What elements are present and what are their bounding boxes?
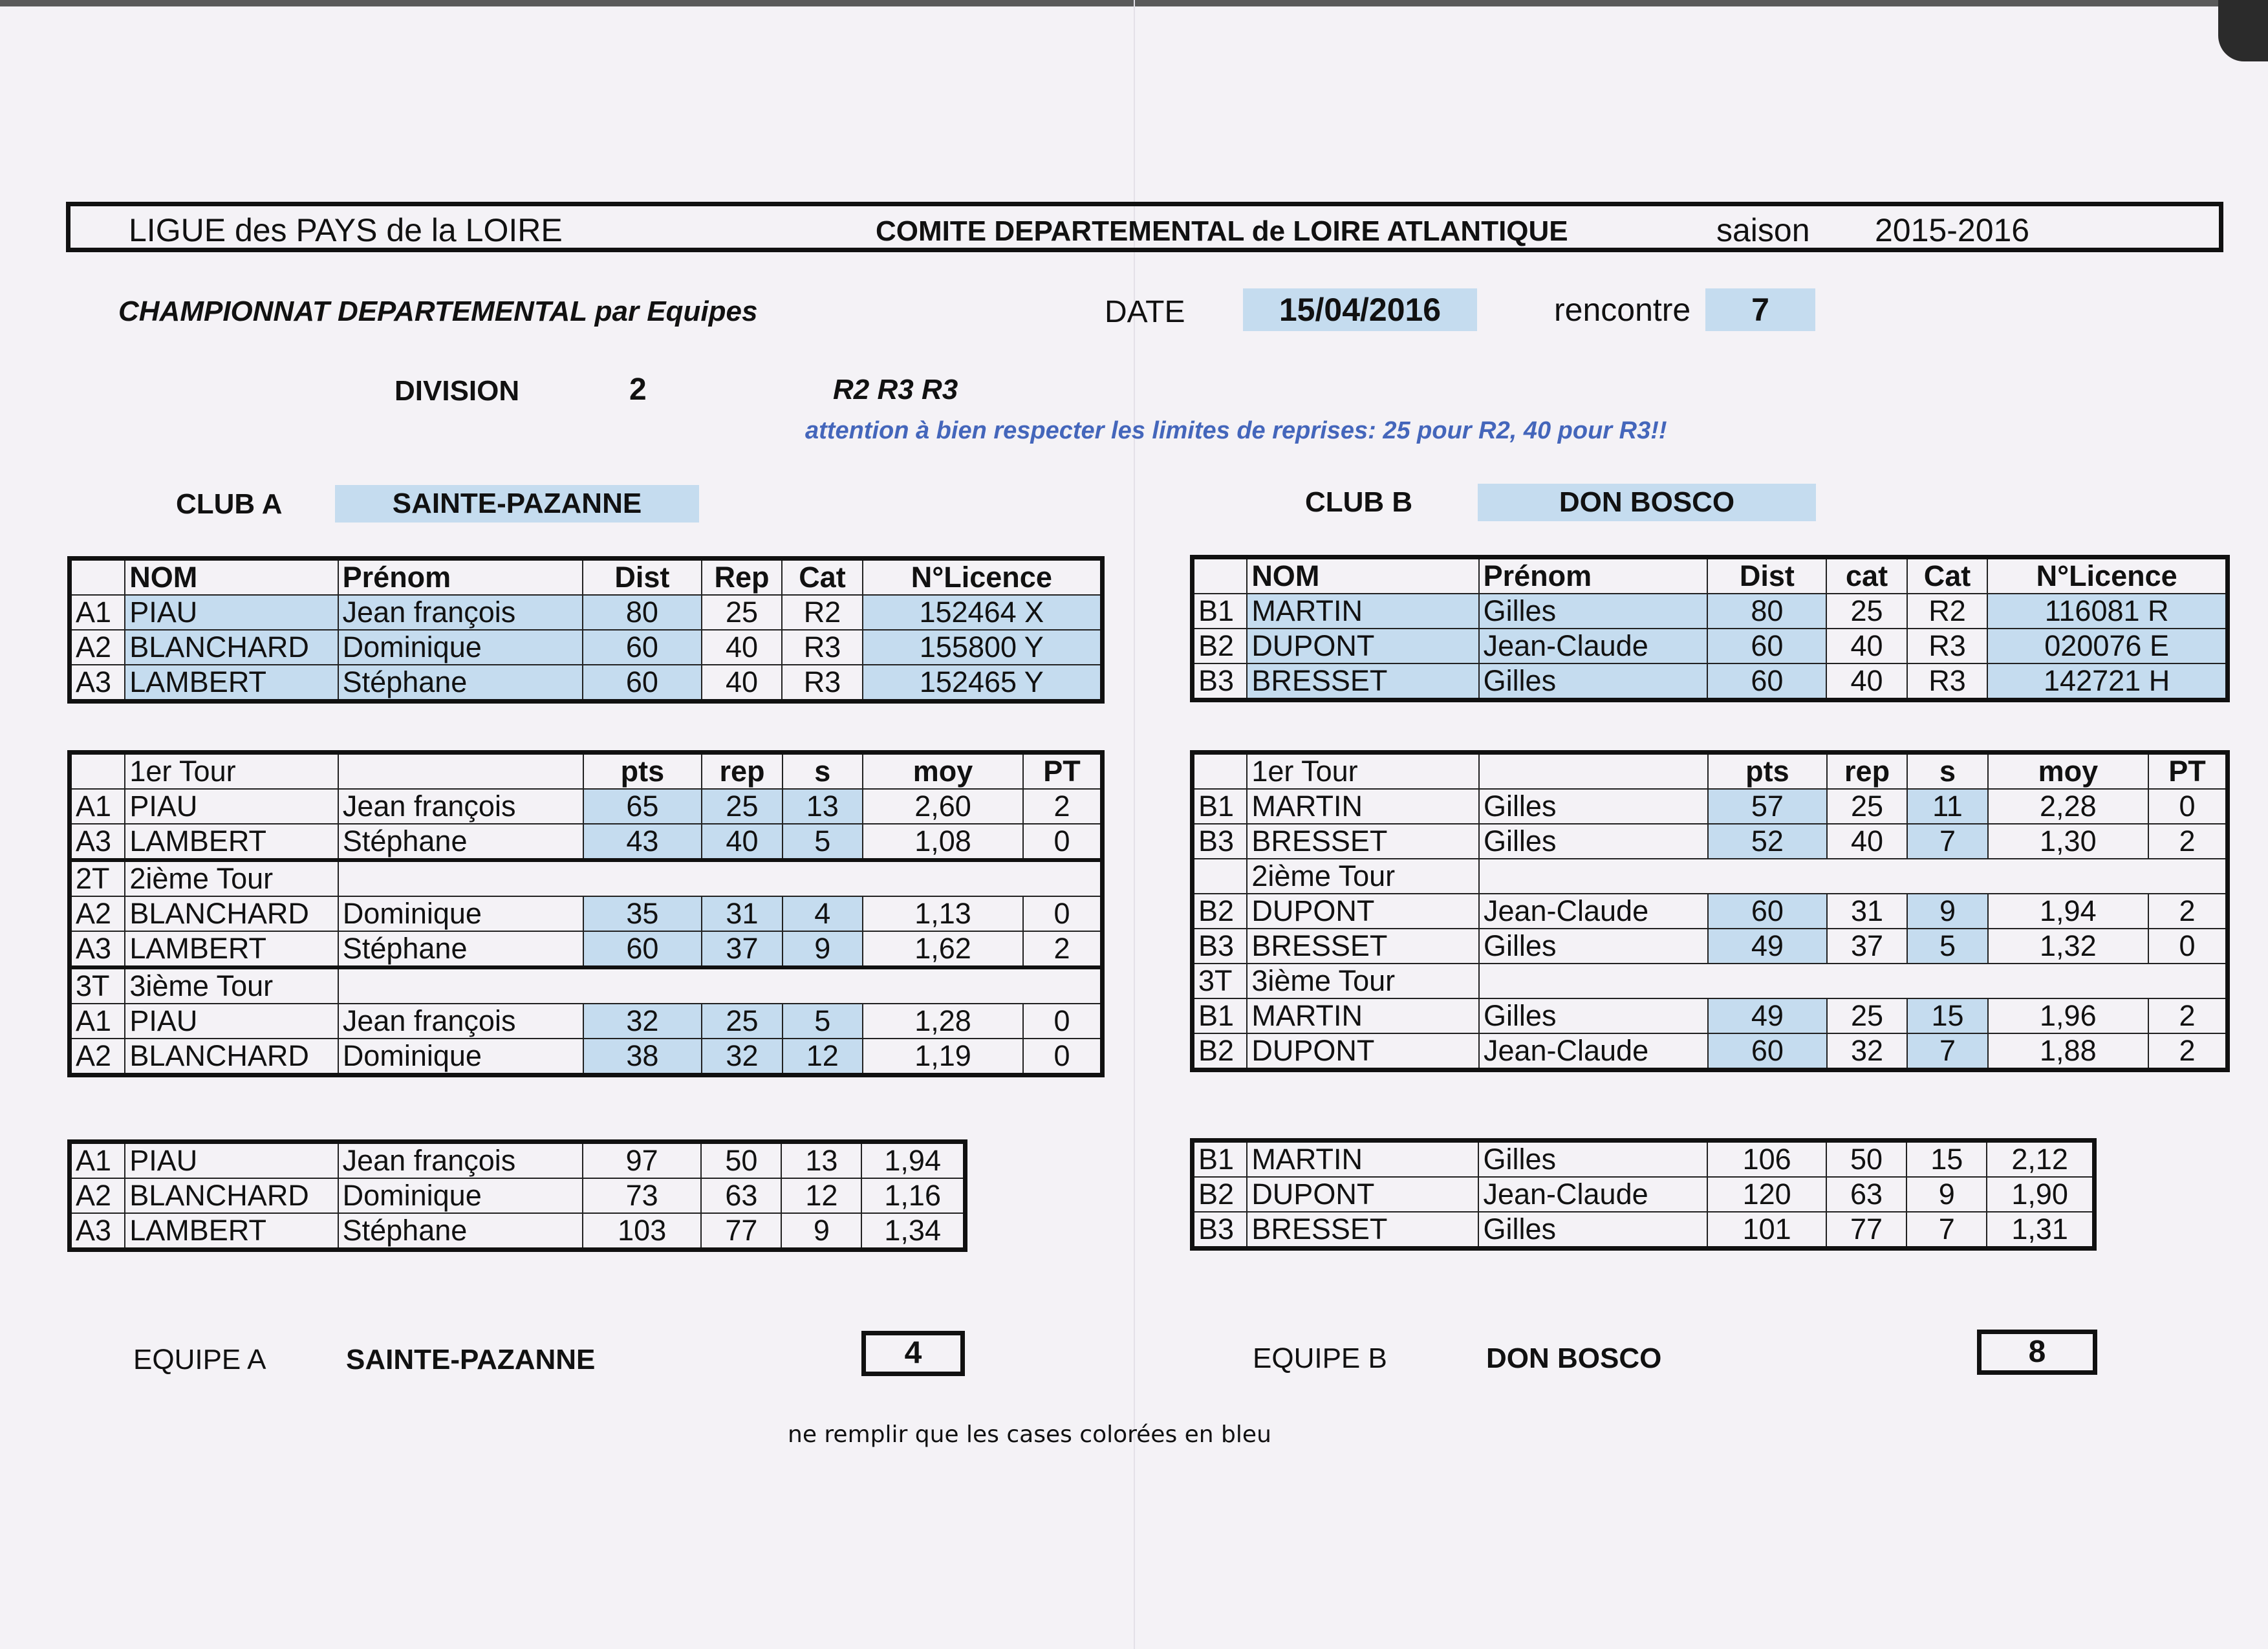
table-row	[70, 789, 1103, 824]
pt-cell: 0	[2148, 789, 2227, 824]
dist-cell[interactable]: 80	[583, 595, 702, 630]
player-name: LAMBERT	[125, 824, 338, 860]
player-firstname[interactable]: Dominique	[338, 630, 583, 665]
header-cell: rep	[1827, 753, 1908, 790]
player-code: A3	[70, 824, 125, 860]
rep-total: 63	[1826, 1177, 1906, 1212]
rep-cell[interactable]: 37	[702, 931, 782, 967]
table-row	[70, 595, 1103, 630]
player-code: B2	[1193, 1177, 1247, 1212]
rep-cell: 25	[702, 595, 783, 630]
equipe-b-score: 8	[1977, 1330, 2097, 1375]
player-code: A1	[70, 1142, 125, 1179]
s-cell[interactable]: 9	[1907, 894, 1987, 929]
player-code: B1	[1193, 1141, 1247, 1178]
player-code: A3	[70, 931, 125, 967]
s-cell[interactable]: 12	[783, 1039, 863, 1075]
roster-a-header	[70, 559, 1103, 596]
saison-label: saison	[1716, 212, 1810, 248]
header-cell: N°Licence	[863, 559, 1103, 596]
championship-title: CHAMPIONNAT DEPARTEMENTAL par Equipes	[118, 296, 758, 327]
moy-cell: 1,13	[863, 896, 1023, 931]
equipe-a-label: EQUIPE A	[133, 1344, 266, 1375]
pts-cell[interactable]: 38	[583, 1039, 702, 1075]
table-row	[1193, 789, 2228, 824]
header-cell	[1193, 557, 1247, 594]
player-firstname: Gilles	[1479, 824, 1708, 859]
cat-cell: R3	[1907, 629, 1988, 663]
rep-cell: 40	[1827, 824, 1908, 859]
tour-code	[1193, 859, 1247, 894]
player-code: A1	[70, 789, 125, 824]
moy-cell: 2,28	[1988, 789, 2148, 824]
saison-value: 2015-2016	[1875, 212, 2030, 248]
table-row	[70, 1004, 1103, 1039]
licence-cell[interactable]: 142721 H	[1987, 663, 2227, 700]
dist-cell[interactable]: 60	[1707, 629, 1826, 663]
player-firstname: Stéphane	[338, 1213, 583, 1250]
moy-cell: 1,88	[1988, 1033, 2148, 1070]
table-row	[1193, 998, 2228, 1033]
comite-name: COMITE DEPARTEMENTAL de LOIRE ATLANTIQUE	[876, 215, 1568, 247]
pt-cell: 0	[1023, 896, 1102, 931]
header-cell: moy	[863, 753, 1023, 790]
table-row	[1193, 1033, 2228, 1070]
player-code: B3	[1193, 824, 1247, 859]
player-firstname[interactable]: Gilles	[1479, 594, 1708, 629]
player-name: BLANCHARD	[125, 1039, 338, 1075]
equipe-b-name: DON BOSCO	[1486, 1342, 1662, 1374]
tours-a-header	[70, 753, 1103, 790]
dist-cell[interactable]: 60	[1707, 663, 1826, 700]
header-cell: Dist	[583, 559, 702, 596]
s-cell[interactable]: 13	[783, 789, 863, 824]
dist-cell[interactable]: 60	[583, 630, 702, 665]
header-cell	[70, 753, 125, 790]
pt-cell: 2	[2148, 824, 2227, 859]
pt-cell: 2	[2148, 1033, 2227, 1070]
licence-cell[interactable]: 020076 E	[1987, 629, 2227, 663]
s-cell[interactable]: 7	[1907, 1033, 1987, 1070]
player-firstname: Dominique	[338, 896, 583, 931]
table-row	[70, 931, 1103, 967]
player-name: PIAU	[125, 789, 338, 824]
division-label: DIVISION	[394, 375, 520, 407]
player-code: A2	[70, 1039, 125, 1075]
tour-2-label: 2ième Tour	[1247, 859, 1479, 894]
player-code: A1	[70, 595, 125, 630]
player-code: B3	[1193, 929, 1247, 964]
header-cell: Prénom	[1479, 557, 1708, 594]
player-firstname: Jean-Claude	[1479, 894, 1708, 929]
table-row	[1193, 594, 2228, 629]
empty-cell	[338, 967, 1103, 1004]
header-cell: s	[1907, 753, 1987, 790]
cat-cell: R2	[782, 595, 862, 630]
player-name: MARTIN	[1247, 789, 1479, 824]
date-label: DATE	[1105, 295, 1185, 329]
player-firstname[interactable]: Gilles	[1479, 663, 1708, 700]
moy-total: 1,34	[861, 1213, 965, 1250]
moy-total: 1,31	[1987, 1212, 2094, 1249]
player-name: LAMBERT	[125, 931, 338, 967]
tour-2-label: 2ième Tour	[125, 860, 338, 896]
pt-cell: 2	[2148, 894, 2227, 929]
licence-cell[interactable]: 116081 R	[1987, 594, 2227, 629]
player-code: B1	[1193, 789, 1247, 824]
player-name: DUPONT	[1247, 1033, 1479, 1070]
moy-cell: 1,28	[863, 1004, 1023, 1039]
player-name[interactable]: PIAU	[125, 595, 338, 630]
player-name: BLANCHARD	[125, 1178, 338, 1213]
player-firstname[interactable]: Jean-Claude	[1479, 629, 1708, 663]
moy-cell: 1,96	[1988, 998, 2148, 1033]
player-firstname[interactable]: Jean françois	[338, 595, 583, 630]
player-firstname: Jean françois	[338, 789, 583, 824]
ligue-name: LIGUE des PAYS de la LOIRE	[129, 212, 563, 248]
club-b-name[interactable]: DON BOSCO	[1478, 484, 1816, 521]
moy-total: 2,12	[1987, 1141, 2094, 1178]
tours-table-b	[1190, 750, 2230, 1072]
header-cell	[70, 559, 125, 596]
header-cell: Cat	[782, 559, 862, 596]
header-cell: Rep	[702, 559, 783, 596]
s-best: 15	[1906, 1141, 1987, 1178]
equipe-a-name: SAINTE-PAZANNE	[346, 1344, 596, 1375]
empty-cell	[1479, 964, 2228, 998]
moy-cell: 1,30	[1988, 824, 2148, 859]
s-best: 9	[781, 1213, 861, 1250]
licence-cell[interactable]: 152464 X	[863, 595, 1103, 630]
equipe-b-label: EQUIPE B	[1253, 1342, 1387, 1374]
player-name[interactable]: LAMBERT	[125, 665, 338, 702]
player-firstname: Stéphane	[338, 931, 583, 967]
player-code: A2	[70, 630, 125, 665]
player-code: B2	[1193, 894, 1247, 929]
player-name: BRESSET	[1247, 1212, 1478, 1249]
pts-cell[interactable]: 60	[583, 931, 702, 967]
player-name: MARTIN	[1247, 1141, 1478, 1178]
tour-code: 3T	[1193, 964, 1247, 998]
tour-code: 3T	[70, 967, 125, 1004]
header-cell: Dist	[1707, 557, 1826, 594]
totals-table-a	[67, 1139, 967, 1252]
s-cell[interactable]: 9	[783, 931, 863, 967]
tour-3-label: 3ième Tour	[125, 967, 338, 1004]
tours-b-header	[1193, 753, 2228, 790]
rep-cell: 40	[702, 630, 783, 665]
table-row	[1193, 1177, 2095, 1212]
player-code: B2	[1193, 629, 1247, 663]
header-cell: NOM	[1247, 557, 1478, 594]
moy-cell: 1,62	[863, 931, 1023, 967]
footer-note: ne remplir que les cases colorées en bleu	[788, 1421, 1271, 1448]
rep-total: 77	[701, 1213, 781, 1250]
table-row	[1193, 1212, 2095, 1249]
table-row	[1193, 894, 2228, 929]
moy-cell: 1,08	[863, 824, 1023, 860]
s-best: 7	[1906, 1212, 1987, 1249]
header-cell: cat	[1826, 557, 1906, 594]
s-cell[interactable]: 5	[783, 824, 863, 860]
moy-total: 1,94	[861, 1142, 965, 1179]
table-row	[1193, 663, 2228, 700]
pts-total: 101	[1707, 1212, 1826, 1249]
player-code: A1	[70, 1004, 125, 1039]
player-firstname: Jean françois	[338, 1142, 583, 1179]
header-cell	[1479, 753, 1708, 790]
s-cell[interactable]: 5	[783, 1004, 863, 1039]
player-firstname: Dominique	[338, 1178, 583, 1213]
rep-cell: 37	[1827, 929, 1908, 964]
header-cell: s	[783, 753, 863, 790]
pts-cell[interactable]: 60	[1708, 894, 1827, 929]
pts-cell[interactable]: 49	[1708, 998, 1827, 1033]
rep-cell: 25	[1826, 594, 1906, 629]
rep-cell: 25	[1827, 789, 1908, 824]
pt-cell: 0	[2148, 929, 2227, 964]
header-cell: PT	[2148, 753, 2227, 790]
player-code: B3	[1193, 1212, 1247, 1249]
licence-cell[interactable]: 152465 Y	[863, 665, 1103, 702]
player-firstname: Gilles	[1479, 789, 1708, 824]
s-cell[interactable]: 5	[1907, 929, 1987, 964]
rep-cell[interactable]: 25	[702, 789, 782, 824]
empty-cell	[338, 860, 1103, 896]
pts-cell[interactable]: 49	[1708, 929, 1827, 964]
tours-table-a	[67, 750, 1105, 1077]
header-cell: Cat	[1907, 557, 1988, 594]
cat-cell: R3	[1907, 663, 1988, 700]
player-code: A2	[70, 896, 125, 931]
table-row	[70, 824, 1103, 860]
table-row	[70, 1039, 1103, 1075]
player-name: LAMBERT	[125, 1213, 338, 1250]
header-cell: moy	[1988, 753, 2148, 790]
table-row	[70, 1213, 966, 1250]
club-b-label: CLUB B	[1305, 486, 1413, 518]
player-firstname: Jean françois	[338, 1004, 583, 1039]
player-name: BRESSET	[1247, 824, 1479, 859]
player-code: A3	[70, 665, 125, 702]
s-best: 12	[781, 1178, 861, 1213]
s-cell[interactable]: 7	[1907, 824, 1987, 859]
header-cell: NOM	[125, 559, 338, 596]
rep-total: 50	[1826, 1141, 1906, 1178]
pts-total: 103	[583, 1213, 701, 1250]
player-name: MARTIN	[1247, 998, 1479, 1033]
rep-total: 77	[1826, 1212, 1906, 1249]
s-best: 9	[1906, 1177, 1987, 1212]
pts-cell[interactable]: 65	[583, 789, 702, 824]
header-cell: PT	[1023, 753, 1102, 790]
player-name: BLANCHARD	[125, 896, 338, 931]
player-firstname: Stéphane	[338, 824, 583, 860]
equipe-a-score: 4	[861, 1331, 965, 1376]
rep-cell[interactable]: 25	[702, 1004, 782, 1039]
cat-cell: R3	[782, 630, 862, 665]
moy-cell: 2,60	[863, 789, 1023, 824]
player-code: B1	[1193, 594, 1247, 629]
pt-cell: 2	[1023, 931, 1102, 967]
tour-code: 2T	[70, 860, 125, 896]
table-row	[1193, 824, 2228, 859]
header-cell	[1193, 753, 1247, 790]
header-cell: N°Licence	[1987, 557, 2227, 594]
tour-1-label: 1er Tour	[1247, 753, 1479, 790]
player-name[interactable]: BLANCHARD	[125, 630, 338, 665]
player-firstname: Gilles	[1479, 929, 1708, 964]
player-name: PIAU	[125, 1142, 338, 1179]
moy-total: 1,90	[1987, 1177, 2094, 1212]
player-firstname[interactable]: Stéphane	[338, 665, 583, 702]
empty-cell	[1479, 859, 2228, 894]
pts-cell[interactable]: 43	[583, 824, 702, 860]
moy-cell: 1,94	[1988, 894, 2148, 929]
rep-cell: 31	[1827, 894, 1908, 929]
player-code: A3	[70, 1213, 125, 1250]
header-cell: Prénom	[338, 559, 583, 596]
category-list: R2 R3 R3	[833, 374, 958, 405]
tour-1-label: 1er Tour	[125, 753, 338, 790]
player-name: DUPONT	[1247, 1177, 1478, 1212]
pt-cell: 0	[1023, 1004, 1102, 1039]
licence-cell[interactable]: 155800 Y	[863, 630, 1103, 665]
table-row	[70, 665, 1103, 702]
rencontre-field[interactable]: 7	[1705, 288, 1815, 331]
table-row	[1193, 629, 2228, 663]
moy-cell: 1,32	[1988, 929, 2148, 964]
player-firstname: Dominique	[338, 1039, 583, 1075]
rep-cell: 40	[1826, 629, 1906, 663]
reprise-warning: attention à bien respecter les limites de reprises: 25 pour R2, 40 pour R3!!	[805, 417, 1667, 444]
tour-divider-row	[70, 967, 1103, 1004]
rep-cell: 40	[702, 665, 783, 702]
roster-table-b	[1190, 555, 2230, 702]
pts-cell[interactable]: 52	[1708, 824, 1827, 859]
roster-table-a	[67, 556, 1105, 704]
cat-cell: R3	[782, 665, 862, 702]
player-firstname: Gilles	[1478, 1141, 1707, 1178]
player-code: A2	[70, 1178, 125, 1213]
dist-cell[interactable]: 60	[583, 665, 702, 702]
player-firstname: Jean-Claude	[1479, 1033, 1708, 1070]
header-cell: pts	[583, 753, 702, 790]
club-a-label: CLUB A	[176, 488, 283, 520]
rencontre-label: rencontre	[1554, 292, 1691, 328]
pt-cell: 2	[1023, 789, 1102, 824]
rep-total: 63	[701, 1178, 781, 1213]
pts-total: 97	[583, 1142, 701, 1179]
s-cell[interactable]: 15	[1907, 998, 1987, 1033]
rep-cell: 25	[1827, 998, 1908, 1033]
rep-cell[interactable]: 32	[702, 1039, 782, 1075]
dist-cell[interactable]: 80	[1707, 594, 1826, 629]
club-a-name[interactable]: SAINTE-PAZANNE	[335, 485, 699, 523]
pts-total: 73	[583, 1178, 701, 1213]
pt-cell: 0	[1023, 1039, 1102, 1075]
rep-cell: 40	[1826, 663, 1906, 700]
header-cell: rep	[702, 753, 782, 790]
pt-cell: 2	[2148, 998, 2227, 1033]
tour-3-label: 3ième Tour	[1247, 964, 1479, 998]
moy-total: 1,16	[861, 1178, 965, 1213]
pts-total: 106	[1707, 1141, 1826, 1178]
table-row	[1193, 1141, 2095, 1178]
pts-total: 120	[1707, 1177, 1826, 1212]
s-cell[interactable]: 11	[1907, 789, 1987, 824]
roster-b-header	[1193, 557, 2228, 594]
moy-cell: 1,19	[863, 1039, 1023, 1075]
player-code: B1	[1193, 998, 1247, 1033]
player-code: B3	[1193, 663, 1247, 700]
rep-cell[interactable]: 31	[702, 896, 782, 931]
tour-divider-row	[1193, 964, 2228, 998]
tour-divider-row	[70, 860, 1103, 896]
pts-cell[interactable]: 35	[583, 896, 702, 931]
player-code: B2	[1193, 1033, 1247, 1070]
player-firstname: Gilles	[1479, 998, 1708, 1033]
rep-total: 50	[701, 1142, 781, 1179]
header-banner	[66, 202, 2223, 252]
player-name[interactable]: BRESSET	[1247, 663, 1478, 700]
date-field[interactable]: 15/04/2016	[1243, 288, 1477, 331]
tour-divider-row	[1193, 859, 2228, 894]
division-value: 2	[629, 372, 647, 407]
player-name[interactable]: MARTIN	[1247, 594, 1478, 629]
rep-cell[interactable]: 40	[702, 824, 782, 860]
table-row	[1193, 929, 2228, 964]
s-cell[interactable]: 4	[783, 896, 863, 931]
player-firstname: Gilles	[1478, 1212, 1707, 1249]
header-cell: pts	[1708, 753, 1827, 790]
player-name[interactable]: DUPONT	[1247, 629, 1478, 663]
player-firstname: Jean-Claude	[1478, 1177, 1707, 1212]
header-cell	[338, 753, 583, 790]
table-row	[70, 1178, 966, 1213]
player-name: PIAU	[125, 1004, 338, 1039]
player-name: DUPONT	[1247, 894, 1479, 929]
rep-cell: 32	[1827, 1033, 1908, 1070]
pts-cell[interactable]: 32	[583, 1004, 702, 1039]
pts-cell[interactable]: 60	[1708, 1033, 1827, 1070]
cat-cell: R2	[1907, 594, 1988, 629]
page-corner	[2218, 0, 2268, 61]
table-row	[70, 896, 1103, 931]
totals-table-b	[1190, 1138, 2097, 1251]
pts-cell[interactable]: 57	[1708, 789, 1827, 824]
pt-cell: 0	[1023, 824, 1102, 860]
player-name: BRESSET	[1247, 929, 1479, 964]
s-best: 13	[781, 1142, 861, 1179]
table-row	[70, 630, 1103, 665]
table-row	[70, 1142, 966, 1179]
